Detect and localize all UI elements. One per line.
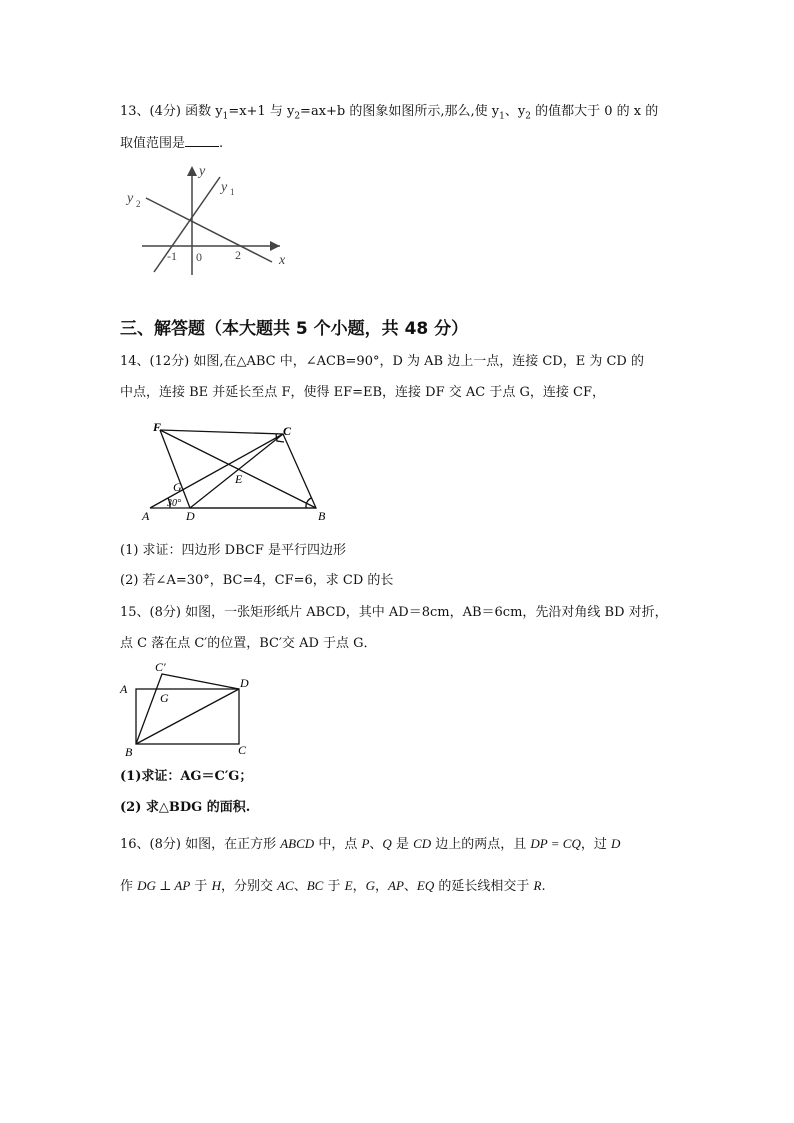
q13-line-1	[120, 104, 658, 120]
q14-part-2: (2) 若∠A=30°，BC=4，CF=6，求 CD 的长	[120, 573, 394, 588]
q16-math: AP	[388, 878, 404, 893]
label-c: C	[283, 424, 292, 438]
y2-subscript: 2	[136, 199, 141, 209]
label-d: D	[186, 509, 195, 523]
folded-triangle	[136, 674, 239, 744]
q13-sub: 2	[525, 111, 531, 122]
label-d: D	[240, 676, 249, 690]
q16-text: .	[541, 879, 546, 894]
q16-math: G	[365, 878, 375, 893]
q13-text: 的值都大于 0 的 x 的	[530, 104, 659, 119]
q14-figure	[140, 416, 340, 526]
q13-text: =ax+b 的图象如图所示,那么,使 y	[300, 104, 500, 119]
tick-2: 2	[235, 248, 241, 262]
q16-math: H	[211, 878, 221, 893]
tick-neg1: -1	[167, 249, 177, 263]
q13-sub: 2	[294, 111, 301, 122]
angle-b-arc	[306, 498, 311, 508]
q16-text: ，分别交	[220, 879, 278, 894]
q16-text: 于	[190, 879, 212, 894]
graph-line-y1	[154, 177, 220, 272]
graph-line-y2	[146, 198, 272, 262]
segment-ac	[150, 434, 283, 508]
y1-subscript: 1	[230, 187, 235, 197]
q14-line-2: 中点，连接 BE 并延长至点 F，使得 EF=EB，连接 DF 交 AC 于点 G，连接 CF，	[120, 385, 605, 400]
label-e: E	[235, 472, 243, 486]
q16-text: 于	[323, 879, 345, 894]
q16-text: 、	[403, 879, 417, 894]
q16-text: 是	[391, 837, 414, 852]
q13-sub: 1	[499, 111, 505, 122]
q16-math: BC	[306, 878, 324, 893]
q16-math: ABCD	[280, 836, 315, 851]
y1-label: y	[221, 180, 228, 195]
y2-label: y	[127, 191, 134, 206]
x-axis-arrow	[270, 241, 280, 251]
angle-30-label: 30°	[167, 498, 181, 509]
q16-math: AC	[277, 878, 294, 893]
q16-text: 边上的两点，且	[431, 837, 531, 852]
q16-math: D	[610, 836, 621, 851]
label-c-prime: C′	[155, 660, 166, 674]
q16-math: CD	[413, 836, 432, 851]
q16-math: DP = CQ	[530, 836, 581, 851]
label-b: B	[318, 509, 326, 523]
label-g: G	[160, 691, 169, 705]
segment-dc	[190, 434, 283, 508]
q14-line-1: 14、(12分) 如图,在△ABC 中，∠ACB=90°，D 为 AB 边上一点，连接 CD，E 为 CD 的	[120, 354, 644, 369]
q15-part-2: (2) 求△BDG 的面积.	[120, 800, 251, 815]
tick-0: 0	[196, 250, 202, 264]
q15-line-1: 15、(8分) 如图，一张矩形纸片 ABCD，其中 AD＝8cm，AB＝6cm，先沿对角线 BD 对折，	[120, 605, 668, 620]
q13-sub: 1	[222, 111, 229, 122]
q13-text: 、y	[504, 104, 526, 119]
label-c: C	[238, 743, 247, 757]
label-b: B	[125, 745, 133, 759]
q13-text: .	[219, 136, 224, 151]
label-a: A	[142, 509, 150, 523]
q16-math: DG ⊥ AP	[137, 878, 191, 893]
q13-text: =x+1 与 y	[228, 104, 295, 119]
q16-text: ，	[374, 879, 388, 894]
q15-line-2: 点 C 落在点 C′的位置，BC′交 AD 于点 G．	[120, 636, 377, 651]
q16-math: E	[344, 878, 353, 893]
answer-blank	[185, 134, 219, 147]
q14-part-1: (1) 求证：四边形 DBCF 是平行四边形	[120, 543, 346, 558]
q15-figure	[116, 658, 266, 764]
x-axis-label: x	[279, 253, 286, 268]
label-a: A	[120, 682, 128, 696]
q16-math: EQ	[416, 878, 435, 893]
q16-math: R	[533, 878, 542, 893]
q16-math: Q	[382, 836, 392, 851]
q16-text: 中，点	[314, 837, 362, 852]
q16-text: 16、(8分) 如图，在正方形	[120, 837, 281, 852]
q16-math: P	[361, 836, 370, 851]
q13-text: 取值范围是	[120, 136, 186, 151]
section-heading: 三、解答题（本大题共 5 个小题，共 48 分）	[120, 319, 469, 339]
segment-fd	[160, 430, 190, 508]
q16-text: 、	[293, 879, 307, 894]
q13-graph	[120, 160, 300, 280]
q16-text: ，过	[580, 837, 611, 852]
q16-text: 的延长线相交于	[434, 879, 534, 894]
q13-line-2	[120, 134, 223, 152]
q16-line-1	[120, 836, 620, 853]
q16-text: 作	[120, 879, 138, 894]
q15-part-1: (1)求证：AG＝C′G；	[120, 769, 253, 784]
q16-text: ，	[352, 879, 366, 894]
q16-text: 、	[369, 837, 383, 852]
q16-line-2	[120, 878, 546, 895]
y-axis-arrow	[187, 166, 197, 176]
q13-text: 13、(4分) 函数 y	[120, 104, 223, 119]
y-axis-label: y	[199, 164, 206, 179]
label-f: F	[153, 420, 162, 434]
label-g: G	[173, 480, 182, 494]
diagonal-bd	[136, 689, 239, 744]
